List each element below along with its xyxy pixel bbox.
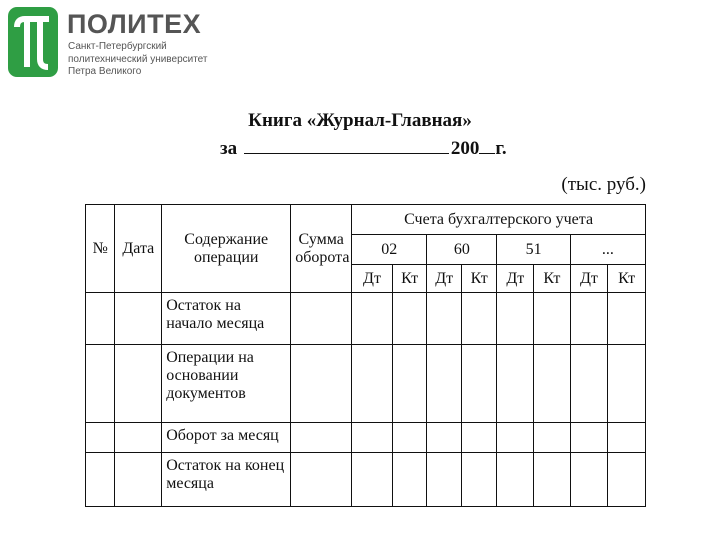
table-cell — [534, 345, 571, 423]
table-cell — [352, 453, 393, 507]
table-cell — [291, 453, 352, 507]
table-cell — [570, 423, 608, 453]
table-cell — [497, 453, 534, 507]
table-cell — [461, 423, 497, 453]
table-cell — [608, 293, 646, 345]
logo-subtitle-line: Петра Великого — [68, 66, 142, 77]
table-cell — [352, 293, 393, 345]
period-prefix: за — [220, 138, 238, 159]
table-cell — [497, 345, 534, 423]
table-cell — [427, 345, 462, 423]
table-cell — [461, 345, 497, 423]
table-cell — [86, 293, 115, 345]
table-cell — [392, 423, 427, 453]
table-cell — [497, 423, 534, 453]
table-row — [86, 423, 646, 453]
table-cell — [534, 423, 571, 453]
credit-header: Кт — [392, 265, 427, 293]
table-cell — [392, 293, 427, 345]
journal-table — [85, 204, 646, 507]
row-label: Остаток на конец месяца — [162, 453, 291, 507]
pi-logo-icon — [8, 7, 58, 77]
document-period — [220, 137, 507, 160]
table-cell — [570, 293, 608, 345]
table-row — [86, 453, 646, 507]
table-cell — [427, 293, 462, 345]
table-cell — [392, 345, 427, 423]
account-header: 51 — [497, 235, 570, 265]
account-header: ... — [570, 235, 645, 265]
col-header-content: Содержание операции — [162, 205, 291, 293]
table-cell — [608, 453, 646, 507]
table-cell — [352, 345, 393, 423]
table-cell — [608, 423, 646, 453]
table-cell — [427, 423, 462, 453]
row-label: Остаток на начало месяца — [162, 293, 291, 345]
unit-label: (тыс. руб.) — [561, 174, 646, 195]
table-cell — [291, 293, 352, 345]
table-cell — [497, 293, 534, 345]
table-header-row — [86, 205, 646, 235]
credit-header: Кт — [608, 265, 646, 293]
logo-name: ПОЛИТЕХ — [67, 9, 202, 39]
period-blank — [244, 137, 449, 154]
table-cell — [86, 345, 115, 423]
table-cell — [427, 453, 462, 507]
col-header-date: Дата — [115, 205, 162, 293]
table-cell — [570, 345, 608, 423]
table-cell — [115, 293, 162, 345]
table-row — [86, 345, 646, 423]
logo-subtitle — [68, 41, 208, 79]
row-label: Оборот за месяц — [162, 423, 291, 453]
table-cell — [291, 345, 352, 423]
col-header-turnover: Сумма оборота — [291, 205, 352, 293]
row-label: Операции на основании документов — [162, 345, 291, 423]
debit-header: Дт — [352, 265, 393, 293]
table-cell — [115, 345, 162, 423]
table-cell — [86, 453, 115, 507]
period-year: 200 — [450, 138, 480, 159]
table-cell — [608, 345, 646, 423]
table-cell — [534, 293, 571, 345]
table-cell — [115, 453, 162, 507]
debit-header: Дт — [497, 265, 534, 293]
table-cell — [570, 453, 608, 507]
account-header: 02 — [352, 235, 427, 265]
table-cell — [534, 453, 571, 507]
account-header: 60 — [427, 235, 497, 265]
period-suffix: г. — [495, 138, 507, 159]
table-cell — [352, 423, 393, 453]
table-cell — [86, 423, 115, 453]
table-cell — [291, 423, 352, 453]
credit-header: Кт — [461, 265, 497, 293]
table-cell — [461, 453, 497, 507]
table-cell — [392, 453, 427, 507]
table-cell — [461, 293, 497, 345]
logo-subtitle-line: Санкт-Петербургский — [68, 41, 167, 52]
col-header-accounts: Счета бухгалтерского учета — [352, 205, 646, 235]
col-header-number: № — [86, 205, 115, 293]
debit-header: Дт — [427, 265, 462, 293]
document-title: Книга «Журнал-Главная» — [248, 110, 472, 131]
table-cell — [115, 423, 162, 453]
period-blank-short — [479, 137, 495, 154]
credit-header: Кт — [534, 265, 571, 293]
debit-header: Дт — [570, 265, 608, 293]
table-row — [86, 293, 646, 345]
logo-subtitle-line: политехнический университет — [68, 53, 208, 65]
